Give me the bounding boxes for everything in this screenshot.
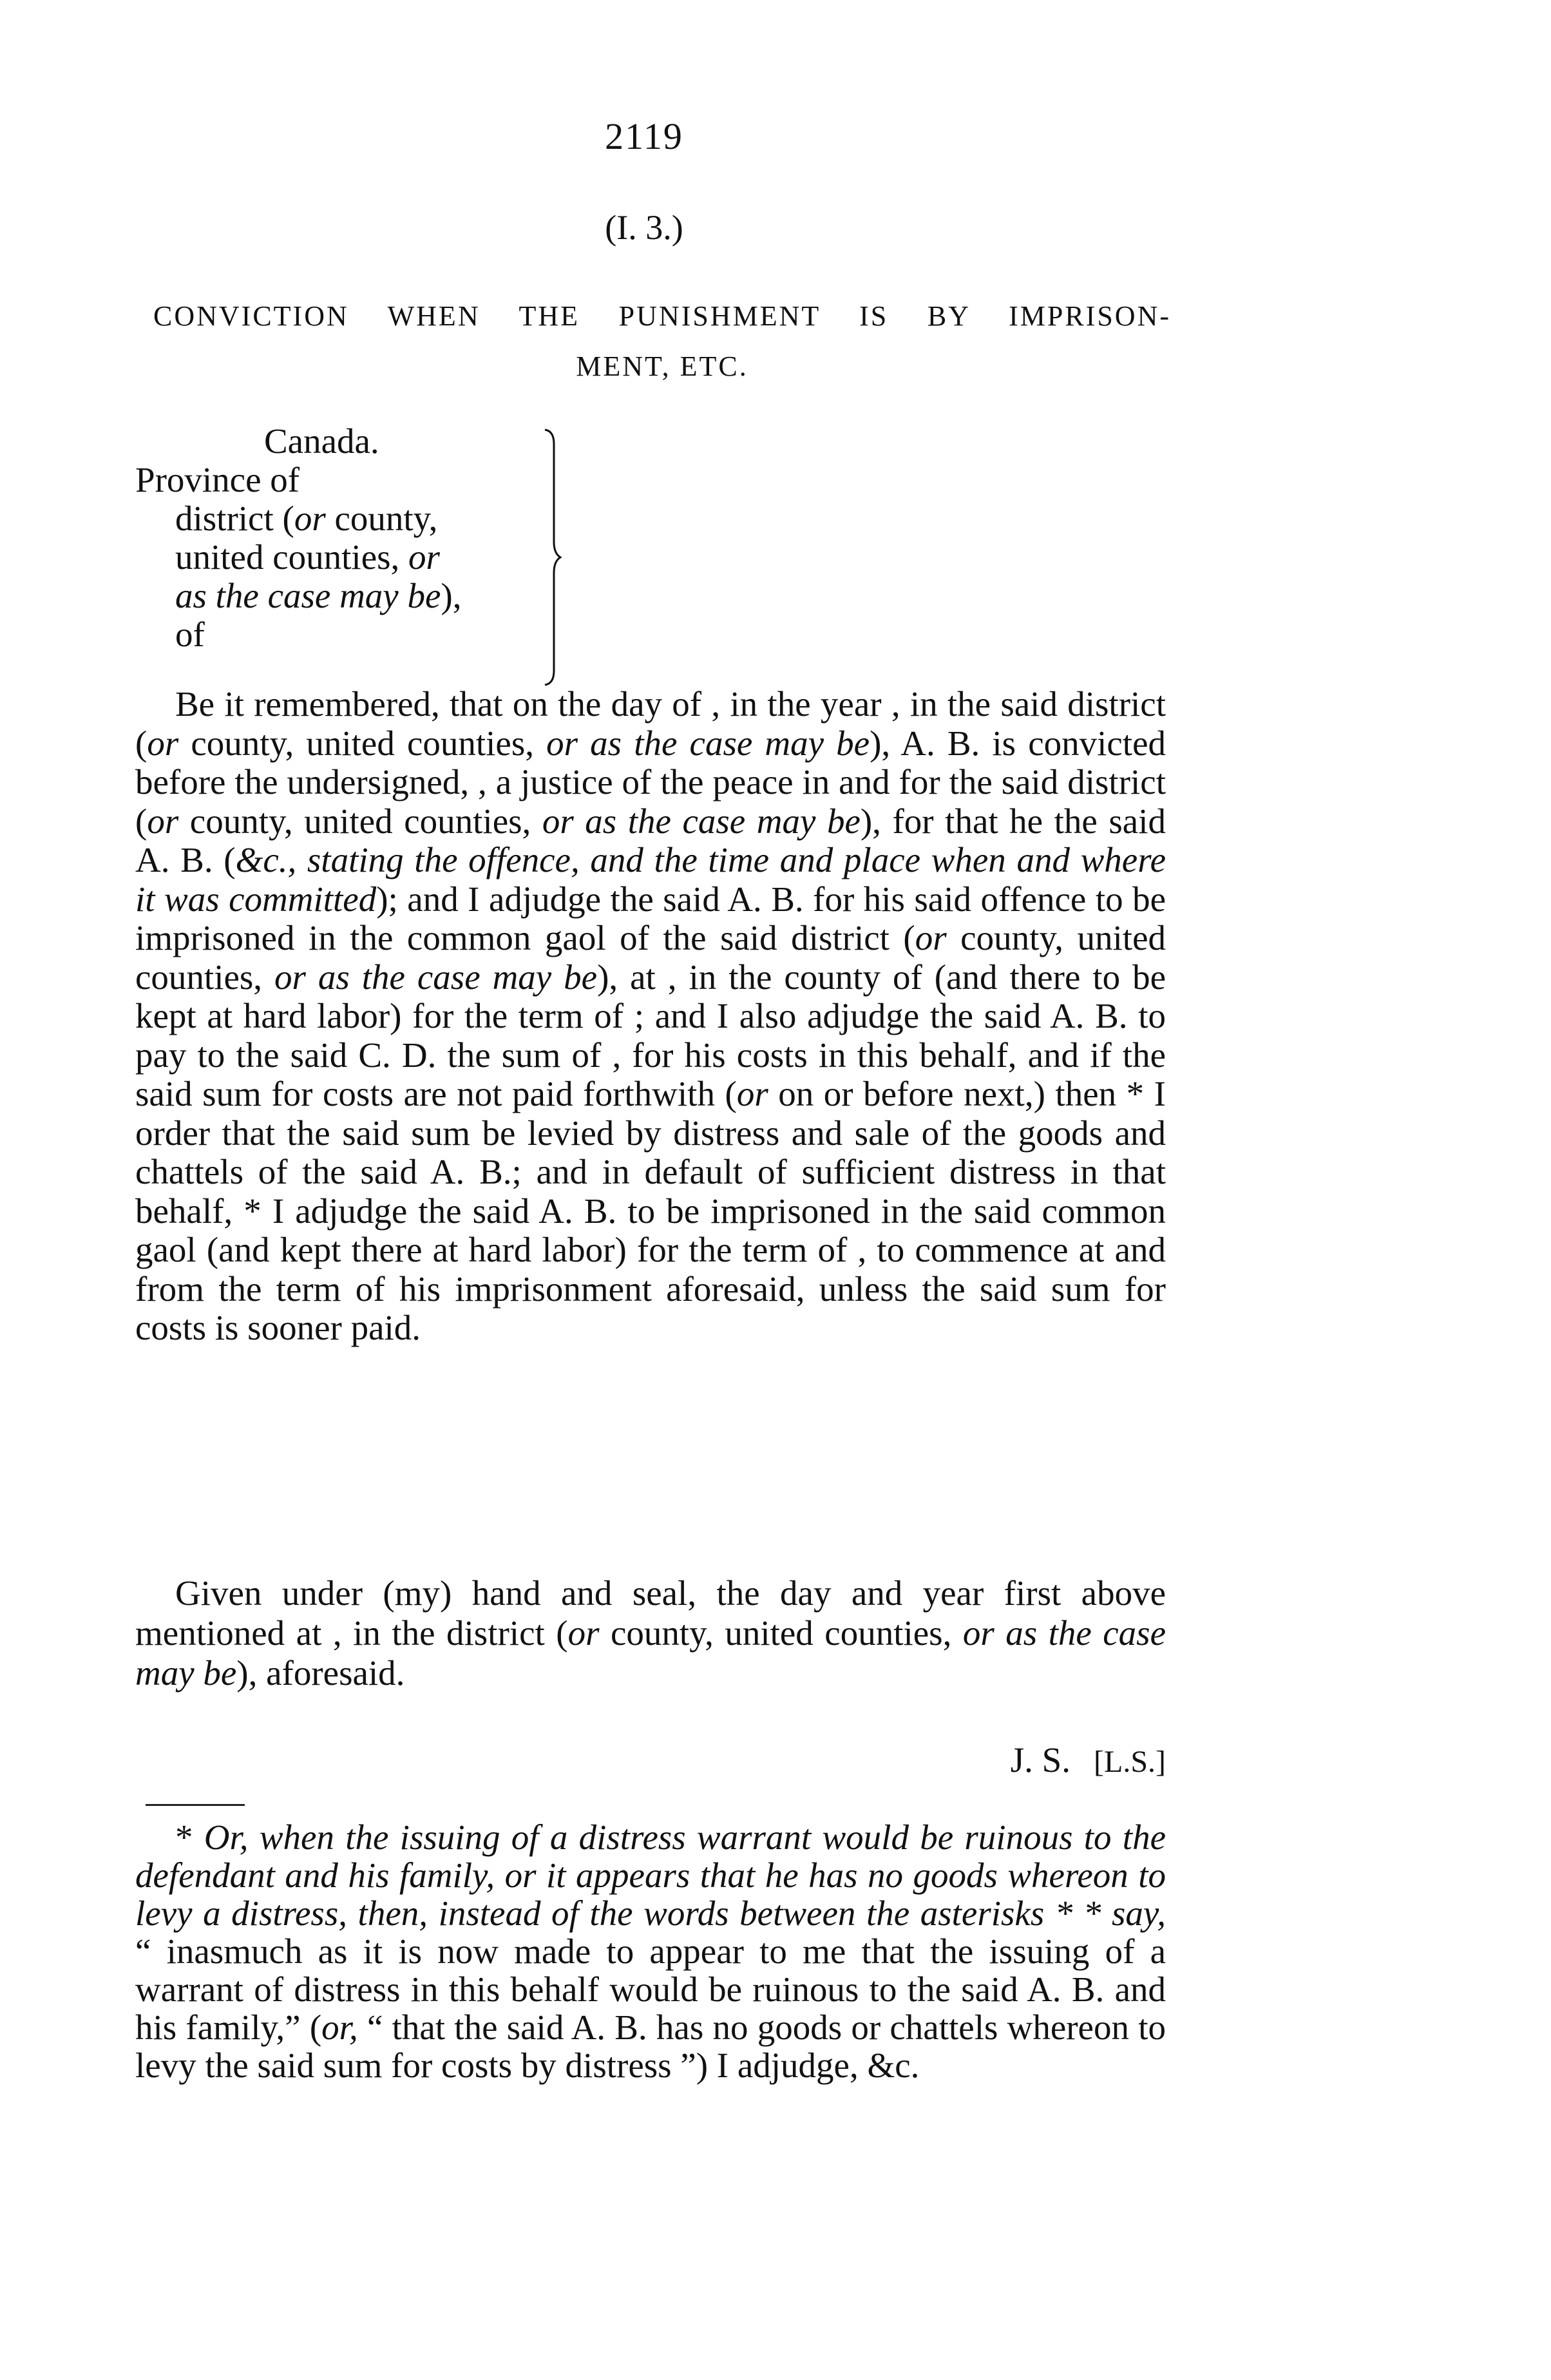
venue-block [135, 422, 586, 654]
venue-country: Canada. [264, 421, 379, 461]
given-under-hand [135, 1573, 1166, 1693]
conviction-body [135, 685, 1166, 1348]
footnote-rule [146, 1804, 245, 1806]
venue-province: Province of [135, 460, 300, 499]
signature-line [934, 1740, 1166, 1780]
given-paragraph: Given under (my) hand and seal, the day and year first above mentioned at , in the district (or county, united counties, or as the case may be), aforesaid. [135, 1573, 1166, 1693]
venue-of: of [175, 615, 205, 654]
venue-case: as the case may be), [175, 576, 462, 615]
conviction-paragraph: Be it remembered, that on the day of , in the year , in the said district (or county, united counties, or as the case may be), A. B. is convicted before the undersigned, , a justice of the peace in and for the said district (or county, united counties, or as the case may be), for that he the said A. B. (&c., stating the offence, and the time and place when and where it was committed); and I adjudge the said A. B. for his said offence to be imprisoned in the common gaol of the said district (or county, united counties, or as the case may be), at , in the county of (and there to be kept at hard labor) for the term of ; and I also adjudge the said A. B. to pay to the said C. D. the sum of , for his costs in this behalf, and if the said sum for costs are not paid forthwith (or on or before next,) then * I order that the said sum be levied by distress and sale of the goods and chattels of the said A. B.; and in default of sufficient distress in that behalf, * I adjudge the said A. B. to be imprisoned in the said common gaol (and kept there at hard labor) for the term of , to commence at and from the term of his imprisonment aforesaid, unless the said sum for costs is sooner paid. [135, 684, 1166, 1347]
signature-name: J. S. [1010, 1740, 1071, 1780]
venue-district: district (or county, [175, 499, 438, 538]
title-line-1: CONVICTION WHEN THE PUNISHMENT IS BY IMPRISON- [153, 300, 1171, 332]
venue-brace [542, 428, 562, 686]
footnote [135, 1818, 1166, 2084]
form-title [153, 291, 1171, 392]
footnote-paragraph: * Or, when the issuing of a distress warrant would be ruinous to the defendant and his family, or it appears that he has no goods whereon to levy a distress, then, instead of the words between the asterisks * * say, “ inasmuch as it is now made to appear to me that the issuing of a warrant of distress in this behalf would be ruinous to the said A. B. and his family,” (or, “ that the said A. B. has no goods or chattels whereon to levy the said sum for costs by distress ”) I adjudge, &c. [135, 1818, 1166, 2085]
seal-mark: [L.S.] [1094, 1745, 1166, 1779]
form-number: (I. 3.) [605, 208, 683, 247]
page-number: 2119 [605, 115, 683, 157]
venue-united-counties: united counties, or [175, 537, 440, 577]
title-line-2: MENT, ETC. [576, 350, 748, 382]
